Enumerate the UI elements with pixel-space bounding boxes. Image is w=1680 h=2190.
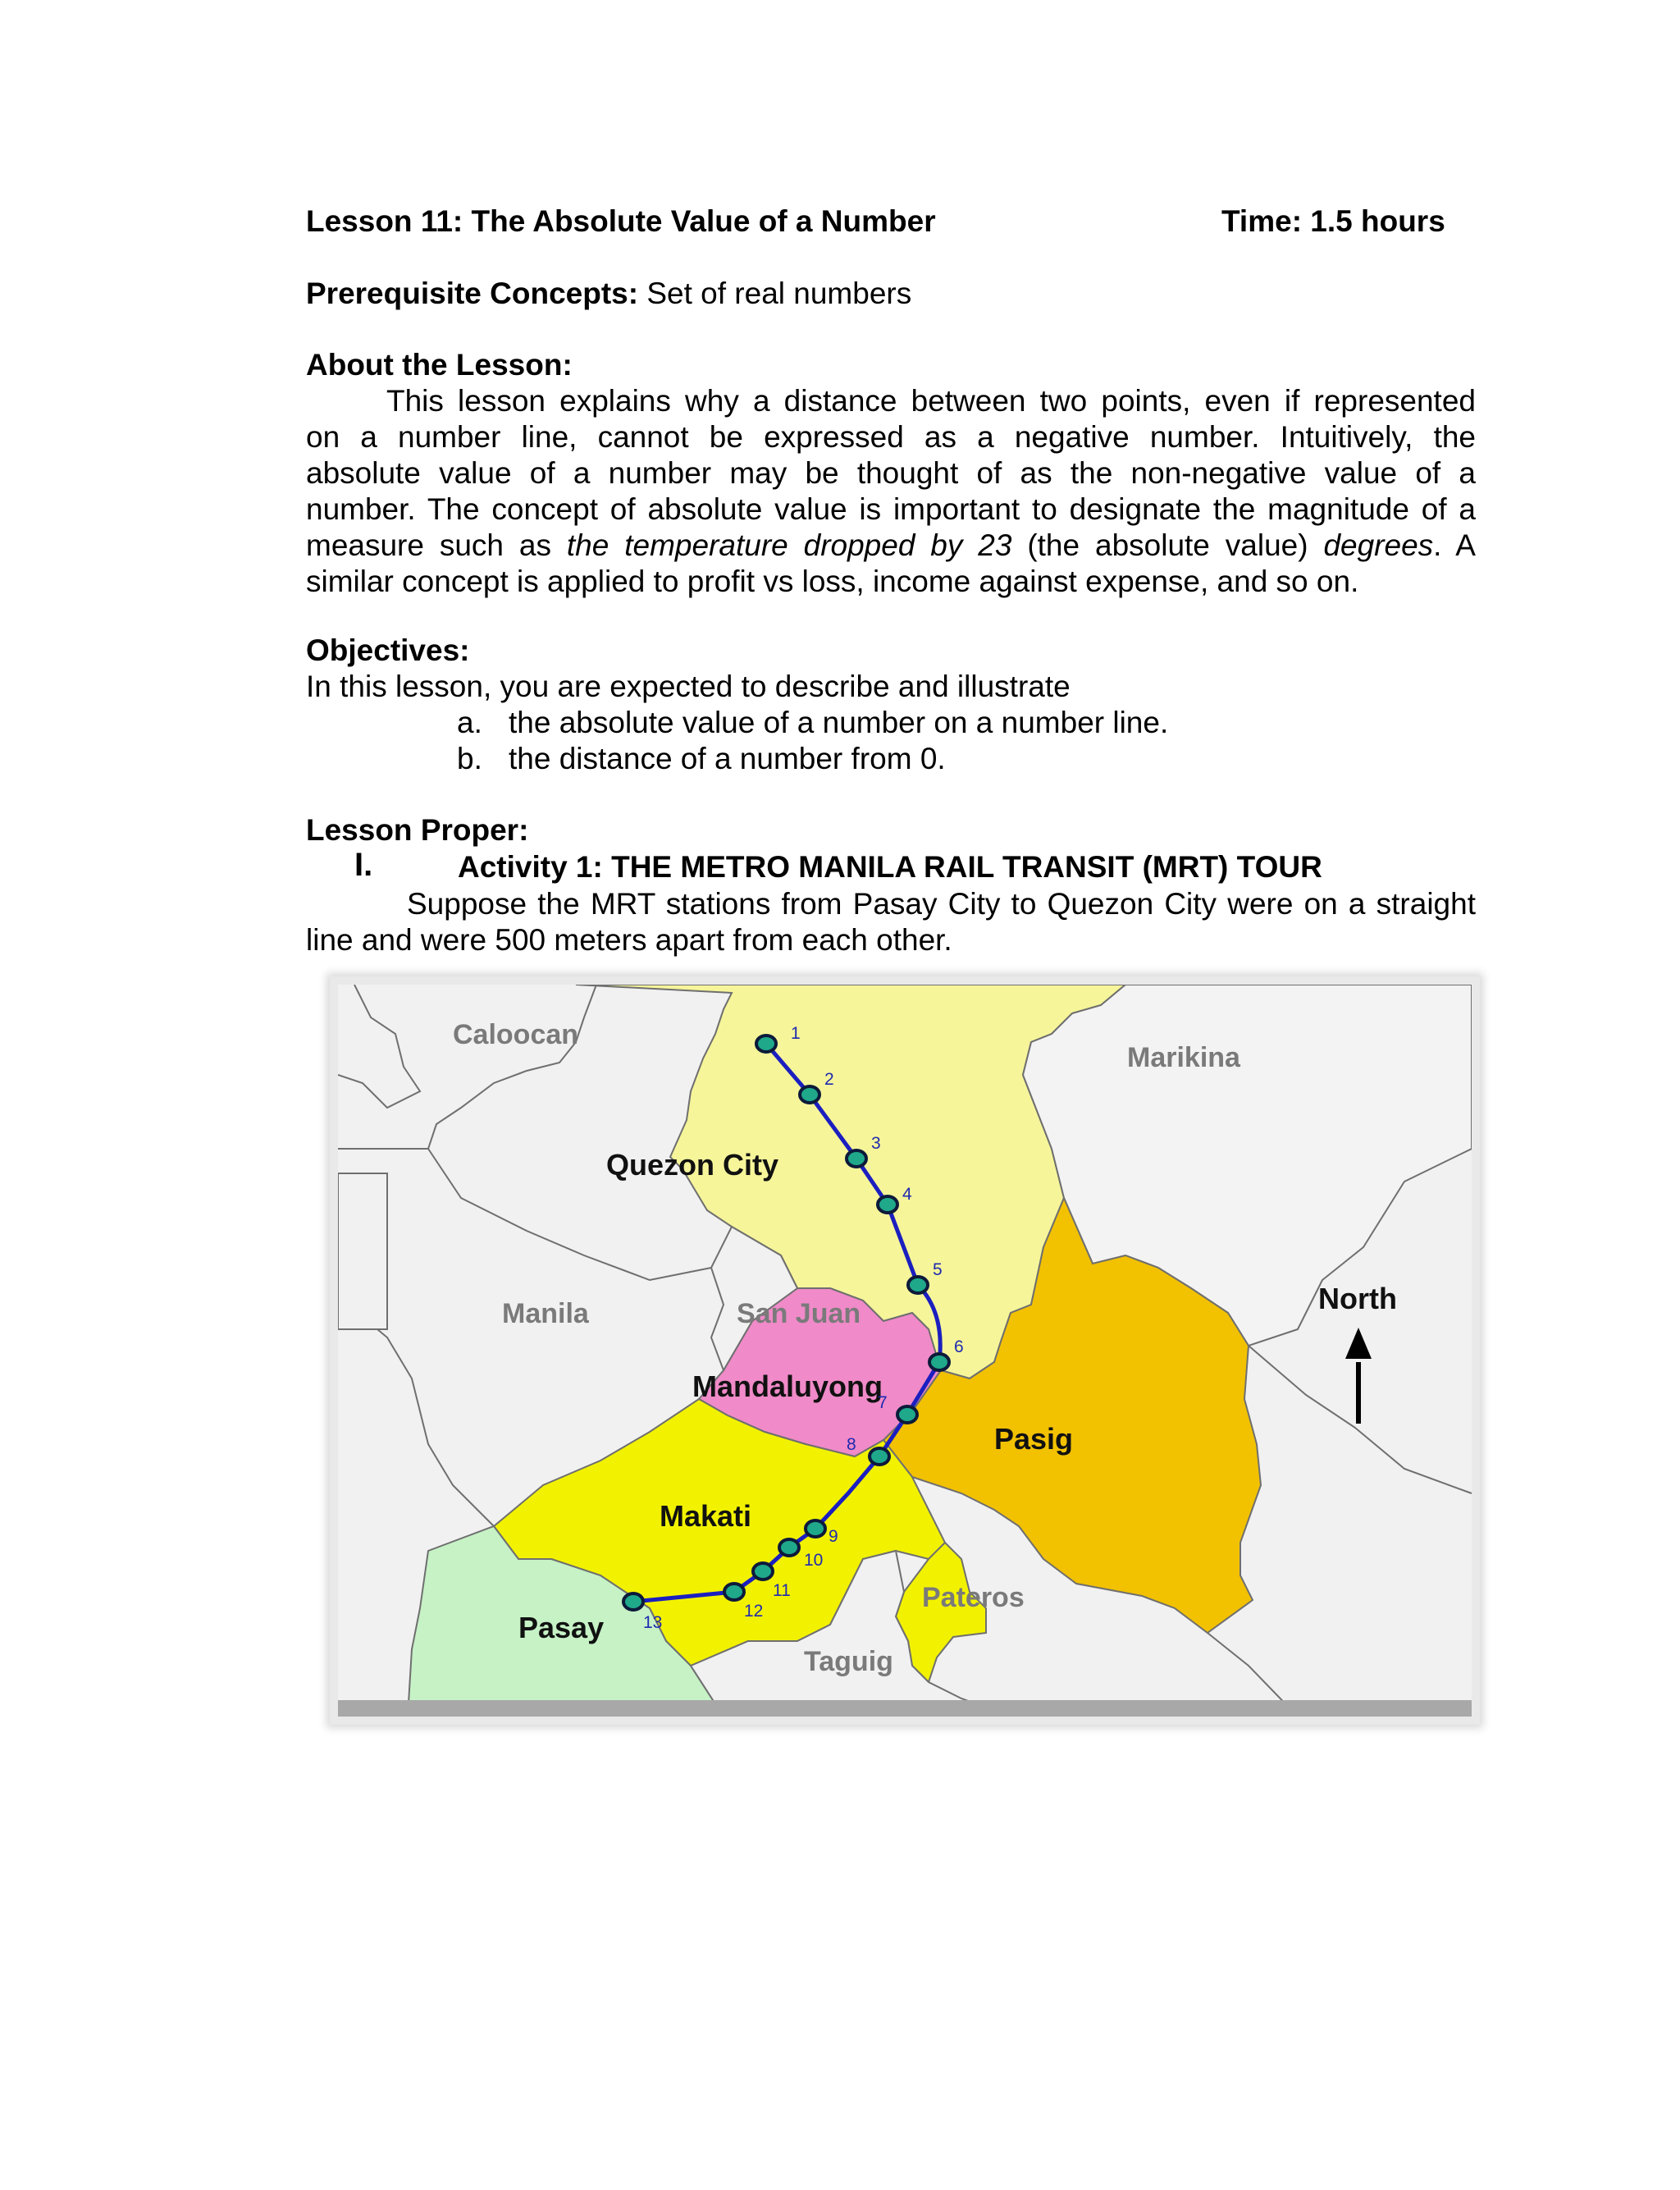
lesson-proper-heading: Lesson Proper: (306, 813, 529, 847)
mrt-station-number: 3 (871, 1134, 881, 1153)
mrt-station-number: 1 (791, 1024, 801, 1043)
label-pasig: Pasig (994, 1422, 1074, 1456)
lesson-time: Time: 1.5 hours (1221, 204, 1445, 238)
objective-text: the distance of a number from 0. (509, 742, 946, 775)
activity-intro-line-2: line and were 500 meters apart from each other. (306, 923, 952, 957)
mrt-station-marker (806, 1520, 825, 1537)
prerequisite-label: Prerequisite Concepts: (306, 277, 639, 310)
label-marikina: Marikina (1127, 1042, 1240, 1073)
about-heading: About the Lesson: (306, 348, 573, 382)
mrt-station-number: 8 (847, 1435, 856, 1454)
objective-text: the absolute value of a number on a number line. (509, 706, 1169, 739)
label-pateros: Pateros (922, 1582, 1025, 1613)
manila-block (338, 1173, 387, 1329)
mrt-station-number: 7 (878, 1393, 888, 1412)
mrt-station-marker (756, 1036, 776, 1052)
about-line-5-text-3: . A (1433, 528, 1476, 562)
lesson-title: Lesson 11: The Absolute Value of a Number (306, 204, 936, 238)
activity-intro-line-1: Suppose the MRT stations from Pasay City to Quezon City were on a straight (407, 887, 1476, 921)
mrt-station-number: 10 (804, 1551, 824, 1570)
about-line-6: similar concept is applied to profit vs loss, income against expense, and so on. (306, 565, 1359, 598)
mrt-station-marker (753, 1563, 773, 1580)
about-line-5 (306, 528, 1476, 564)
about-line-5-italic-2: degrees (1323, 528, 1434, 562)
label-caloocan: Caloocan (453, 1019, 579, 1050)
about-line-5-text: measure such as (306, 528, 567, 562)
activity-title: Activity 1: THE METRO MANILA RAIL TRANSIT (MRT) TOUR (458, 850, 1322, 884)
mrt-station-number: 5 (933, 1260, 943, 1279)
mrt-station-marker (897, 1406, 917, 1423)
label-san-juan: San Juan (737, 1298, 861, 1329)
about-line-4: number. The concept of absolute value is important to designate the magnitude of a (306, 492, 1476, 526)
objective-marker: b. (457, 742, 482, 775)
objective-item-b (457, 741, 946, 777)
label-quezon-city: Quezon City (606, 1148, 779, 1182)
label-taguig: Taguig (804, 1646, 893, 1677)
label-pasay: Pasay (518, 1611, 605, 1644)
objectives-heading: Objectives: (306, 633, 470, 667)
about-line-5-italic-1: the temperature dropped by 23 (566, 528, 1012, 562)
mrt-station-marker (800, 1086, 819, 1103)
section-numeral: I. (354, 847, 373, 883)
north-label: North (1318, 1282, 1397, 1315)
about-line-1: This lesson explains why a distance between two points, even if represented (386, 384, 1476, 418)
mrt-station-marker (779, 1539, 799, 1556)
about-line-2: on a number line, cannot be expressed as a negative number. Intuitively, the (306, 420, 1476, 454)
mrt-station-marker (908, 1277, 928, 1293)
mrt-station-number: 13 (643, 1613, 663, 1632)
mrt-station-marker (870, 1448, 889, 1465)
prerequisite-text: Set of real numbers (638, 277, 912, 310)
mrt-station-number: 11 (773, 1581, 791, 1600)
mrt-station-marker (847, 1150, 866, 1167)
label-mandaluyong: Mandaluyong (692, 1369, 883, 1403)
mrt-station-marker (929, 1354, 949, 1370)
objective-item-a (457, 705, 1169, 741)
mrt-station-number: 4 (902, 1185, 912, 1204)
mrt-station-number: 2 (824, 1070, 834, 1089)
label-manila: Manila (502, 1298, 589, 1329)
mrt-map (330, 976, 1480, 1725)
mrt-map-svg (338, 985, 1472, 1717)
mrt-station-number: 6 (954, 1337, 964, 1356)
objectives-intro: In this lesson, you are expected to describe and illustrate (306, 670, 1071, 703)
mrt-station-marker (878, 1196, 897, 1213)
about-line-5-text-2: (the absolute value) (1011, 528, 1324, 562)
about-line-3: absolute value of a number may be thought of as the non-negative value of a (306, 456, 1476, 490)
objective-marker: a. (457, 706, 482, 739)
mrt-station-number: 12 (744, 1602, 764, 1621)
prerequisite-line (306, 276, 911, 312)
map-bottom-bar (338, 1700, 1472, 1717)
mrt-station-number: 9 (829, 1527, 838, 1546)
mrt-station-marker (724, 1584, 744, 1600)
about-paragraph (306, 383, 1476, 600)
label-makati: Makati (660, 1499, 752, 1533)
mrt-station-marker (623, 1593, 643, 1610)
